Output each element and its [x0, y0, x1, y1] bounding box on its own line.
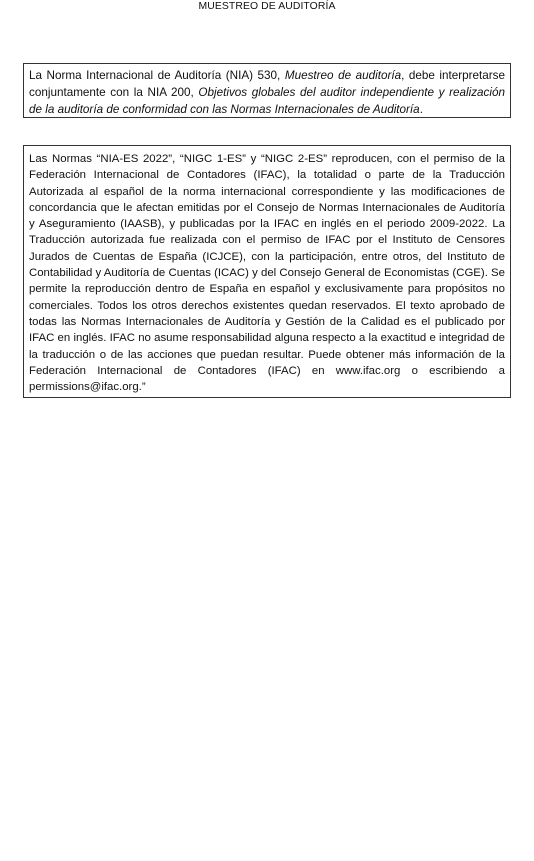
- intro-notice-box: [23, 63, 511, 118]
- intro-text-part2: , debe interpretarse conjuntamente con la NIA 200,: [29, 69, 506, 100]
- copyright-notice-box: [23, 145, 511, 398]
- intro-text-part3: .: [419, 103, 423, 117]
- intro-title-nia-200: Objetivos globales del auditor independiente y realización de la auditoría de conformidad con las Normas Internacionales de Auditoría: [29, 86, 505, 117]
- copyright-notice-text: Las Normas “NIA-ES 2022”, “NIGC 1-ES” y “NIGC 2-ES” reproducen, con el permiso de la Federación Internacional de Contadores (IFAC), la totalidad o parte de la Traducción Autorizada al español de la norma internacional correspondiente y las modificaciones de concordancia que le afectan emitidas por el Consejo de Normas Internacionales de Auditoría y Aseguramiento (IAASB), y publicadas por la IFAC en inglés en el periodo 2009-2022. La Traducción autorizada fue realizada con el permiso de IFAC por el Instituto de Censores Jurados de Cuentas de España (ICJCE), con la participación, entre otros, del Instituto de Contabilidad y Auditoría de Cuentas (ICAC) y del Consejo General de Economistas (CGE). Se permite la reproducción dentro de España en español y exclusivamente para propósitos no comerciales. Todos los otros derechos existentes quedan reservados. El texto aprobado de todas las Normas Internacionales de Auditoría y Gestión de la Calidad es el publicado por IFAC en inglés. IFAC no asume responsabilidad alguna respecto a la exactitud e integridad de la traducción o de las acciones que puedan resultar. Puede obtener más información de la Federación Internacional de Contadores (IFAC) en www.ifac.org o escribiendo a permissions@ifac.org.”: [29, 153, 505, 394]
- page-header-title: MUESTREO DE AUDITORÍA: [198, 1, 336, 12]
- intro-text-part1: La Norma Internacional de Auditoría (NIA) 530,: [29, 69, 285, 82]
- intro-title-nia-530: Muestreo de auditoría: [284, 69, 402, 82]
